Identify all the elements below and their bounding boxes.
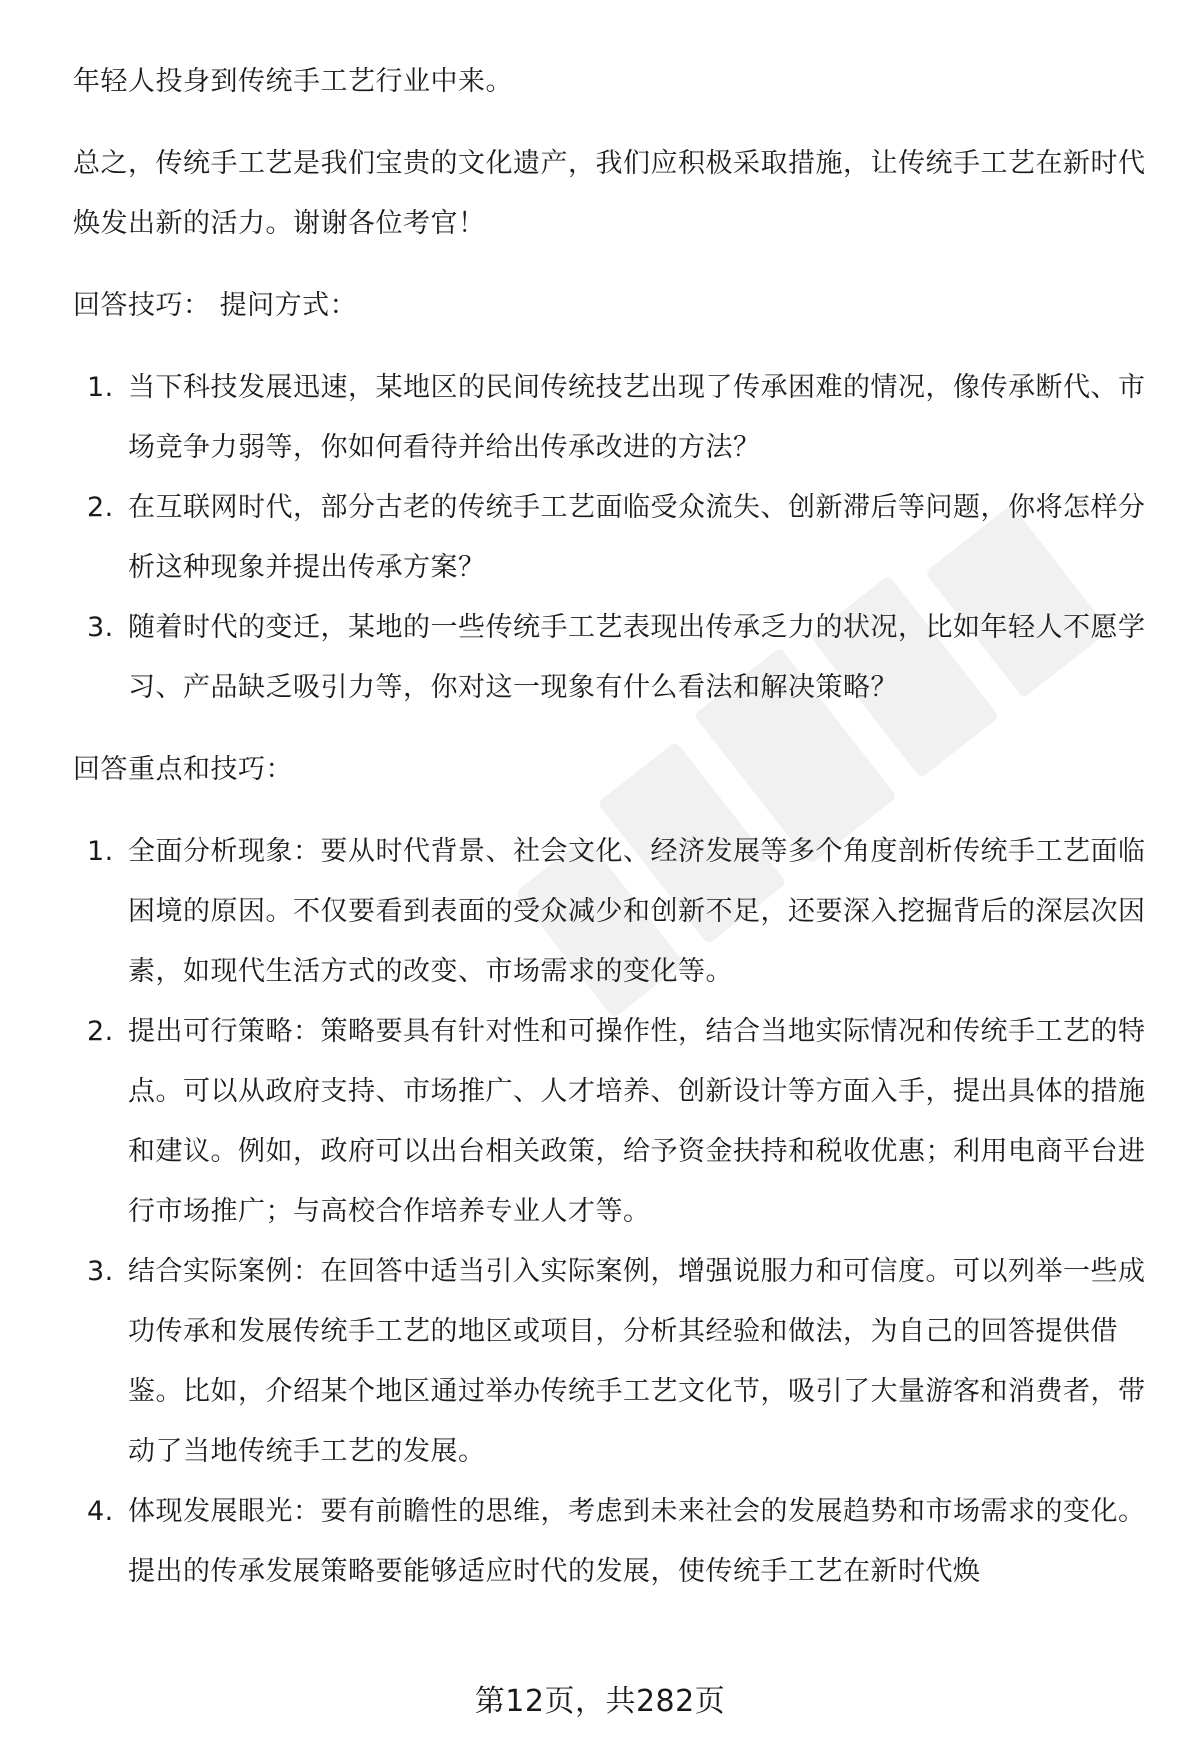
list-item [73, 1002, 1153, 1242]
list-number: 2. [87, 1016, 114, 1047]
list-item-text: 提出可行策略：策略要具有针对性和可操作性，结合当地实际情况和传统手工艺的特点。可以从政府支持、市场推广、人才培养、创新设计等方面入手，提出具体的措施和建议。例如，政府可以出台相关政策，给予资金扶持和税收优惠；利用电商平台进行市场推广；与高校合作培养专业人才等。 [128, 1016, 1146, 1227]
list-number: 3. [87, 612, 114, 643]
tips-list [73, 822, 1153, 1602]
list-item [73, 478, 1153, 598]
list-number: 2. [87, 492, 114, 523]
list-item-text: 当下科技发展迅速，某地区的民间传统技艺出现了传承困难的情况，像传承断代、市场竞争力弱等，你如何看待并给出传承改进的方法？ [128, 372, 1146, 463]
section-heading-key-points: 回答重点和技巧： [73, 754, 293, 785]
list-number: 1. [87, 372, 114, 403]
document-body [73, 52, 1153, 1602]
list-item-text: 结合实际案例：在回答中适当引入实际案例，增强说服力和可信度。可以列举一些成功传承和发展传统手工艺的地区或项目，分析其经验和做法，为自己的回答提供借鉴。比如，介绍某个地区通过举办传统手工艺文化节，吸引了大量游客和消费者，带动了当地传统手工艺的发展。 [128, 1256, 1146, 1467]
question-list [73, 358, 1153, 718]
list-item [73, 1482, 1153, 1602]
list-number: 1. [87, 836, 114, 867]
list-item-text: 全面分析现象：要从时代背景、社会文化、经济发展等多个角度剖析传统手工艺面临困境的原因。不仅要看到表面的受众减少和创新不足，还要深入挖掘背后的深层次因素，如现代生活方式的改变、市场需求的变化等。 [128, 836, 1146, 987]
list-item [73, 358, 1153, 478]
list-item-text: 在互联网时代，部分古老的传统手工艺面临受众流失、创新滞后等问题，你将怎样分析这种现象并提出传承方案？ [128, 492, 1146, 583]
list-item [73, 1242, 1153, 1482]
list-item [73, 822, 1153, 1002]
page-footer: 第12页，共282页 [474, 1684, 726, 1719]
list-item-text: 体现发展眼光：要有前瞻性的思维，考虑到未来社会的发展趋势和市场需求的变化。提出的传承发展策略要能够适应时代的发展，使传统手工艺在新时代焕 [128, 1496, 1146, 1587]
paragraph-conclusion: 总之，传统手工艺是我们宝贵的文化遗产，我们应积极采取措施，让传统手工艺在新时代焕发出新的活力。谢谢各位考官！ [73, 148, 1146, 239]
list-number: 3. [87, 1256, 114, 1287]
list-item [73, 598, 1153, 718]
section-heading-question-style: 回答技巧： 提问方式： [73, 290, 358, 321]
list-item-text: 随着时代的变迁，某地的一些传统手工艺表现出传承乏力的状况，比如年轻人不愿学习、产品缺乏吸引力等，你对这一现象有什么看法和解决策略？ [128, 612, 1146, 703]
list-number: 4. [87, 1496, 114, 1527]
paragraph-continuation: 年轻人投身到传统手工艺行业中来。 [73, 66, 513, 97]
